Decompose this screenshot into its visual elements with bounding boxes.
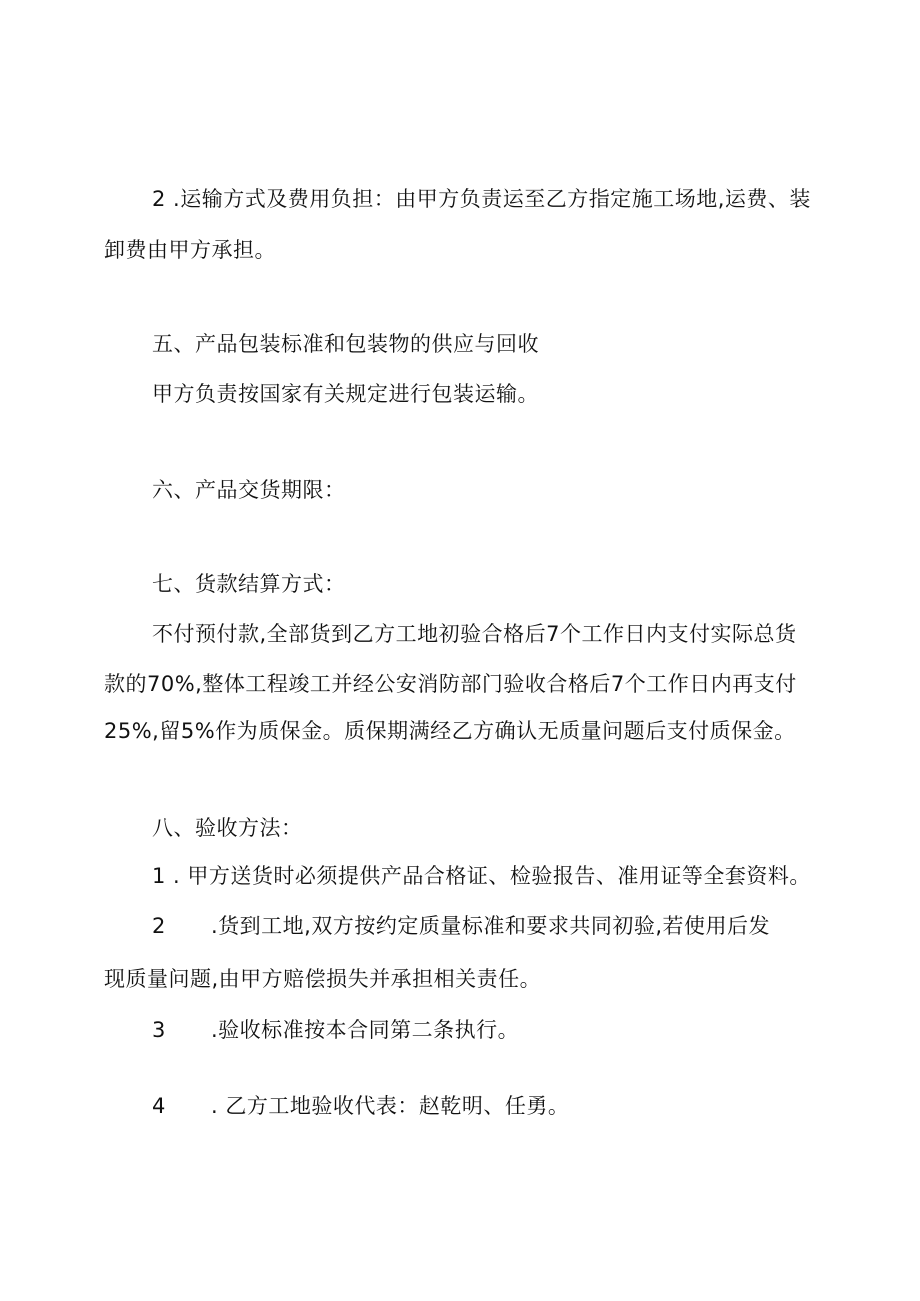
acceptance-item-2-continuation: 现质量问题,由甲方赔偿损失并承担相关责任。 xyxy=(104,967,542,991)
acceptance-item-1: 1 . 甲方送货时必须提供产品合格证、检验报告、准用证等全套资料。 xyxy=(152,864,811,888)
paragraph-packaging: 甲方负责按国家有关规定进行包装运输。 xyxy=(152,382,539,406)
paragraph-payment-line1: 不付预付款,全部货到乙方工地初验合格后7个工作日内支付实际总货 xyxy=(152,622,797,646)
acceptance-item-4-text: . 乙方工地验收代表：赵乾明、任勇。 xyxy=(211,1094,570,1118)
paragraph-payment-line3: 25%,留5%作为质保金。质保期满经乙方确认无质量问题后支付质保金。 xyxy=(104,719,796,743)
paragraph-payment-line2: 款的70%,整体工程竣工并经公安消防部门验收合格后7个工作日内再支付 xyxy=(104,672,797,696)
acceptance-item-4-number: 4 xyxy=(152,1094,166,1118)
section-heading-packaging: 五、产品包装标准和包装物的供应与回收 xyxy=(152,332,539,356)
acceptance-item-3-text: .验收标准按本合同第二条执行。 xyxy=(211,1018,520,1042)
acceptance-item-3-number: 3 xyxy=(152,1018,166,1042)
section-heading-acceptance: 八、验收方法： xyxy=(152,816,303,840)
paragraph-transport-line1: 2 .运输方式及费用负担：由甲方负责运至乙方指定施工场地,运费、装 xyxy=(152,187,811,211)
acceptance-item-2-text: .货到工地,双方按约定质量标准和要求共同初验,若使用后发 xyxy=(211,914,771,938)
acceptance-item-2-number: 2 xyxy=(152,914,166,938)
section-heading-payment: 七、货款结算方式： xyxy=(152,572,346,596)
section-heading-delivery: 六、产品交货期限： xyxy=(152,478,346,502)
paragraph-transport-line2: 卸费由甲方承担。 xyxy=(104,238,276,262)
